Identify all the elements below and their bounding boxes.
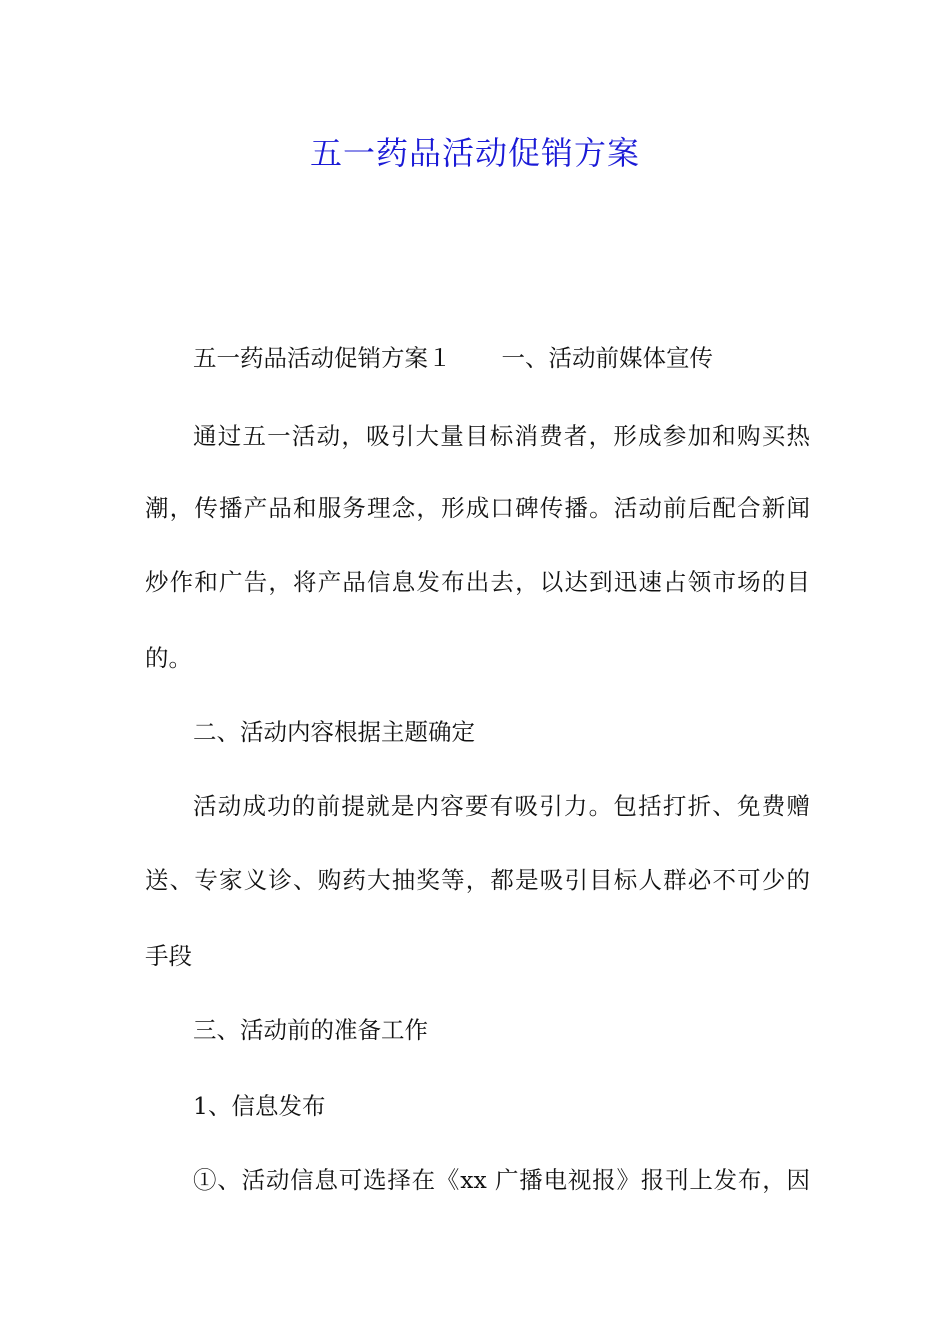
- paragraph-line-3: 潮，传播产品和服务理念，形成口碑传播。活动前后配合新闻: [145, 494, 810, 522]
- section-heading-2: 二、活动内容根据主题确定: [193, 718, 475, 746]
- section-heading-1: 一、活动前媒体宣传: [501, 344, 713, 372]
- paragraph-line-6: 活动成功的前提就是内容要有吸引力。包括打折、免费赠: [193, 792, 810, 820]
- paragraph-line-7: 送、专家义诊、购药大抽奖等，都是吸引目标人群必不可少的: [145, 866, 810, 894]
- paragraph-line-4: 炒作和广告，将产品信息发布出去，以达到迅速占领市场的目: [145, 568, 810, 596]
- document-title: 五一药品活动促销方案: [309, 134, 640, 172]
- subsection-heading-1: 1、信息发布: [193, 1092, 326, 1120]
- paragraph-line-9: ①、活动信息可选择在《xx 广播电视报》报刊上发布，因: [193, 1166, 810, 1194]
- paragraph-line-1: [193, 342, 810, 374]
- paragraph-line-5: 的。: [145, 644, 192, 672]
- section-heading-3: 三、活动前的准备工作: [193, 1016, 428, 1044]
- paragraph-line-2: 通过五一活动，吸引大量目标消费者，形成参加和购买热: [193, 422, 810, 450]
- paragraph-line-8: 手段: [145, 942, 192, 970]
- section-heading-plan-1: 五一药品活动促销方案１: [193, 344, 452, 372]
